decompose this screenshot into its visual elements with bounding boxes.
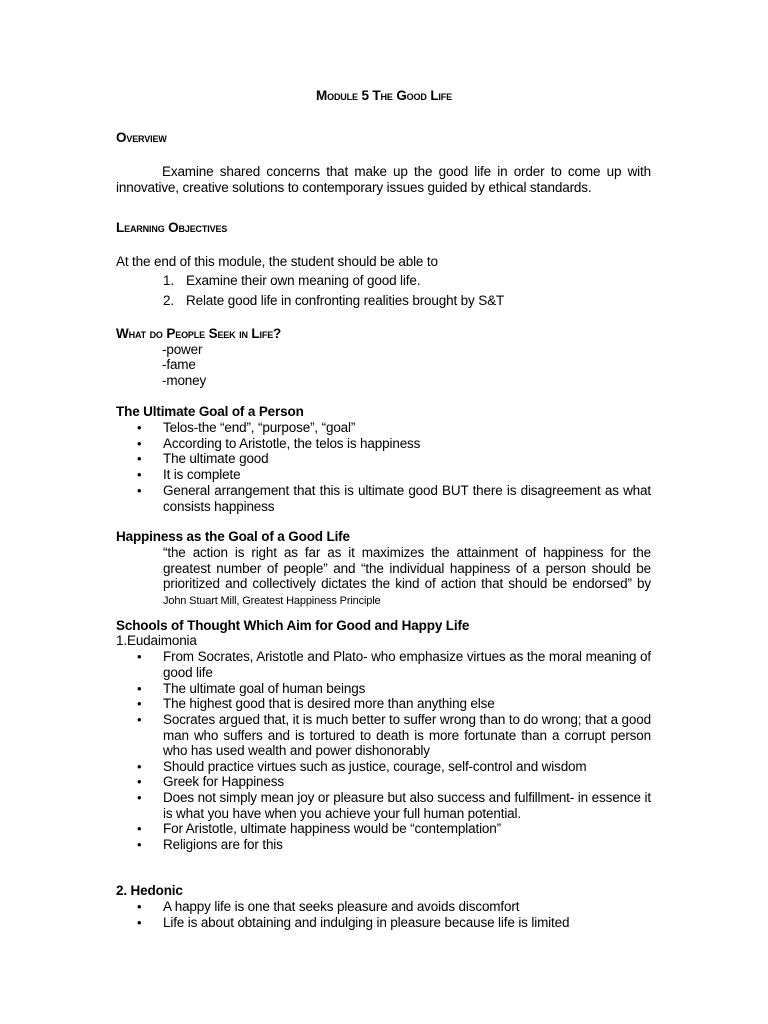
happiness-quote: [163, 545, 651, 609]
seek-item: -money: [162, 373, 207, 388]
bullet-icon: •: [137, 420, 142, 435]
bullet-icon: •: [137, 467, 142, 482]
bullet-icon: •: [137, 696, 142, 711]
eudaimonia-label: 1.Eudaimonia: [116, 633, 197, 648]
happiness-heading: Happiness as the Goal of a Good Life: [116, 529, 350, 544]
bullet-icon: •: [137, 649, 142, 664]
bullet-icon: •: [137, 712, 142, 727]
seek-item: -fame: [162, 357, 196, 372]
seek-item: -power: [162, 342, 203, 357]
bullet-icon: •: [137, 837, 142, 852]
list-item: A happy life is one that seeks pleasure and avoids discomfort: [163, 899, 520, 914]
list-item: Socrates argued that, it is much better to suffer wrong than to do wrong; that a good man who suffers and is tortured to death is more fortunate than a corrupt person who has used wealth and power dishonorably: [163, 712, 651, 759]
bullet-icon: •: [137, 451, 142, 466]
list-item: It is complete: [163, 467, 241, 482]
objective-number: 1.: [163, 273, 174, 288]
bullet-icon: •: [137, 759, 142, 774]
list-item: Greek for Happiness: [163, 774, 284, 789]
schools-heading: Schools of Thought Which Aim for Good and Happy Life: [116, 618, 470, 633]
bullet-icon: •: [137, 774, 142, 789]
list-item: General arrangement that this is ultimate good BUT there is disagreement as what consists happiness: [163, 483, 651, 514]
overview-heading: Overview: [116, 130, 167, 145]
bullet-icon: •: [137, 821, 142, 836]
quote-text: “the action is right as far as it maximizes the attainment of happiness for the greatest number of people” and “the individual happiness of a person should be prioritized and collectively dictates the kind of action that should be endorsed” by: [163, 545, 651, 592]
list-item: Life is about obtaining and indulging in pleasure because life is limited: [163, 915, 570, 930]
list-item: The ultimate goal of human beings: [163, 681, 366, 696]
bullet-icon: •: [137, 915, 142, 930]
objectives-intro: At the end of this module, the student should be able to: [116, 254, 438, 269]
objective-item: Relate good life in confronting realities brought by S&T: [186, 293, 505, 308]
bullet-icon: •: [137, 483, 142, 498]
overview-text: Examine shared concerns that make up the good life in order to come up with innovative, creative solutions to contemporary issues guided by ethical standards.: [116, 164, 651, 195]
bullet-icon: •: [137, 681, 142, 696]
page-title: Module 5 The Good Life: [316, 88, 452, 103]
ultimate-heading: The Ultimate Goal of a Person: [116, 404, 304, 419]
list-item: Telos-the “end”, “purpose”, “goal”: [163, 420, 356, 435]
list-item: The highest good that is desired more than anything else: [163, 696, 495, 711]
bullet-icon: •: [137, 436, 142, 451]
bullet-icon: •: [137, 790, 142, 805]
bullet-icon: •: [137, 899, 142, 914]
list-item: The ultimate good: [163, 451, 269, 466]
objective-item: Examine their own meaning of good life.: [186, 273, 421, 288]
list-item: For Aristotle, ultimate happiness would be “contemplation”: [163, 821, 501, 836]
list-item: According to Aristotle, the telos is happiness: [163, 436, 421, 451]
objectives-heading: Learning Objectives: [116, 220, 228, 235]
quote-attribution: John Stuart Mill, Greatest Happiness Principle: [163, 594, 381, 607]
list-item: Should practice virtues such as justice, courage, self-control and wisdom: [163, 759, 587, 774]
objective-number: 2.: [163, 293, 174, 308]
list-item: Religions are for this: [163, 837, 283, 852]
list-item: From Socrates, Aristotle and Plato- who emphasize virtues as the moral meaning of good life: [163, 649, 651, 680]
seek-heading: What do People Seek in Life?: [116, 326, 282, 341]
hedonic-label: 2. Hedonic: [116, 883, 183, 898]
list-item: Does not simply mean joy or pleasure but also success and fulfillment- in essence it is what you have when you achieve your full human potential.: [163, 790, 651, 821]
